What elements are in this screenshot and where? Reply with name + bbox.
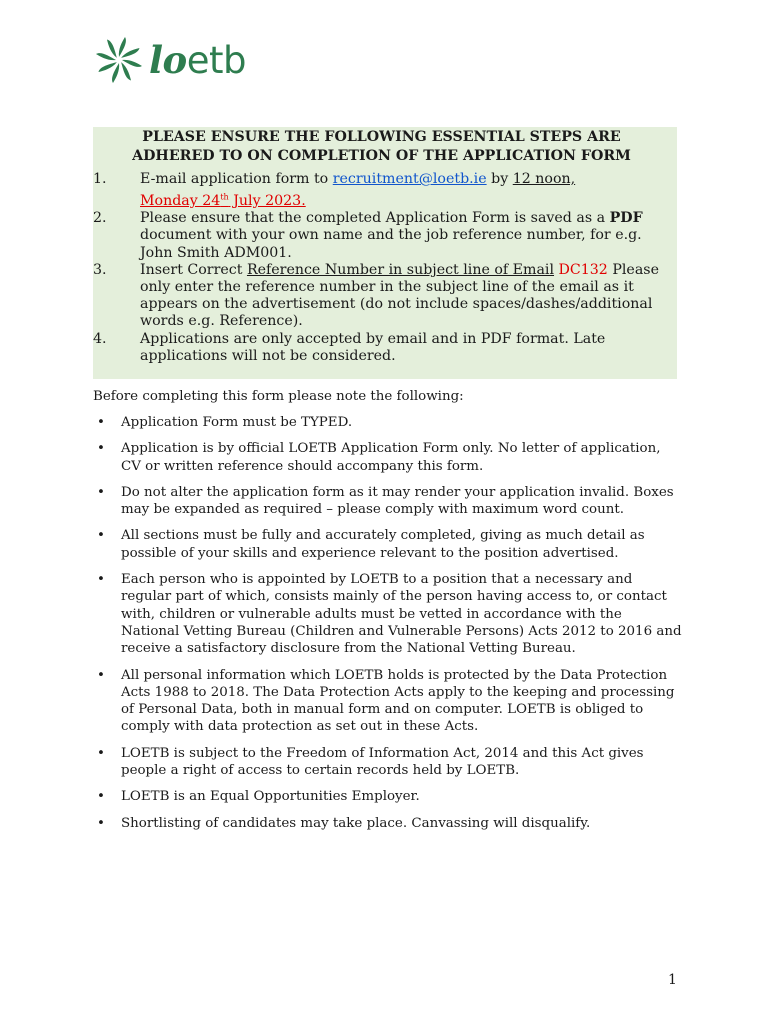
step-item: 3. Insert Correct Reference Number in subject line of Email DC132 Please only enter the reference number in the subject line of the email as it appears on the advertisement (do not include spaces/dashes/additional words e.g. Reference).: [93, 261, 659, 330]
notes-intro: Before completing this form please note the following:: [93, 389, 464, 404]
list-item: • Shortlisting of candidates may take place. Canvassing will disqualify.: [97, 815, 591, 831]
list-item: • Application Form must be TYPED.: [97, 415, 353, 430]
deadline-time: 12 noon,: [512, 171, 576, 187]
swirl-logo-icon: [95, 36, 143, 84]
list-item: • LOETB is subject to the Freedom of Information Act, 2014 and this Act gives people a right of access to certain records held by LOETB.: [97, 745, 644, 779]
loetb-logo: [95, 36, 246, 84]
essential-steps-list: [93, 171, 670, 365]
essential-steps-box: [93, 127, 677, 379]
list-item: • All sections must be fully and accurately completed, giving as much detail as possible of your skills and experience relevant to the position advertised.: [97, 528, 645, 561]
logo-wordmark: loetb: [149, 38, 246, 82]
bullet-icon: •: [97, 815, 105, 831]
deadline-date: Monday 24th July 2023.: [140, 192, 306, 209]
bullet-icon: •: [97, 415, 105, 430]
essential-steps-title: PLEASE ENSURE THE FOLLOWING ESSENTIAL STEPS ARE ADHERED TO ON COMPLETION OF THE APPLICATION FORM: [132, 129, 631, 164]
recruitment-email-link[interactable]: recruitment@loetb.ie: [332, 171, 487, 187]
list-item: • LOETB is an Equal Opportunities Employer.: [97, 789, 420, 805]
page-number: 1: [668, 972, 677, 988]
bullet-icon: •: [97, 484, 105, 500]
bullet-icon: •: [97, 745, 105, 761]
bullet-icon: •: [97, 789, 105, 805]
list-item: • Do not alter the application form as it may render your application invalid. Boxes may be expanded as required – please comply with maximum word count.: [97, 484, 674, 518]
step-item: 4. Applications are only accepted by email and in PDF format. Late applications will not be considered.: [93, 330, 606, 364]
list-item: • Each person who is appointed by LOETB to a position that a necessary and regular part of which, consists mainly of the person having access to, or contact with, children or vulnerable adults must be vetted in accordance with the National Vetting Bureau (Children and Vulnerable Persons) Acts 2012 to 2016 and receive a satisfactory disclosure from the National Vetting Bureau.: [97, 572, 682, 657]
step-item: 1. E-mail application form to recruitment@loetb.ie by 12 noon, Monday 24th July 2023.: [93, 171, 576, 209]
list-item: • All personal information which LOETB holds is protected by the Data Protection Acts 1988 to 2018. The Data Protection Acts apply to the keeping and processing of Personal Data, both in manual form and on computer. LOETB is obliged to comply with data protection as set out in these Acts.: [97, 667, 675, 735]
bullet-icon: •: [97, 572, 105, 588]
bullet-icon: •: [97, 528, 105, 544]
reference-number: DC132: [554, 261, 608, 278]
notes-list: [93, 414, 683, 841]
bullet-icon: •: [97, 667, 105, 683]
list-item: • Application is by official LOETB Application Form only. No letter of application, CV or written reference should accompany this form.: [97, 441, 661, 474]
step-item: 2. Please ensure that the completed Application Form is saved as a PDF document with your own name and the job reference number, for e.g. John Smith ADM001.: [93, 210, 643, 261]
bullet-icon: •: [97, 441, 105, 457]
